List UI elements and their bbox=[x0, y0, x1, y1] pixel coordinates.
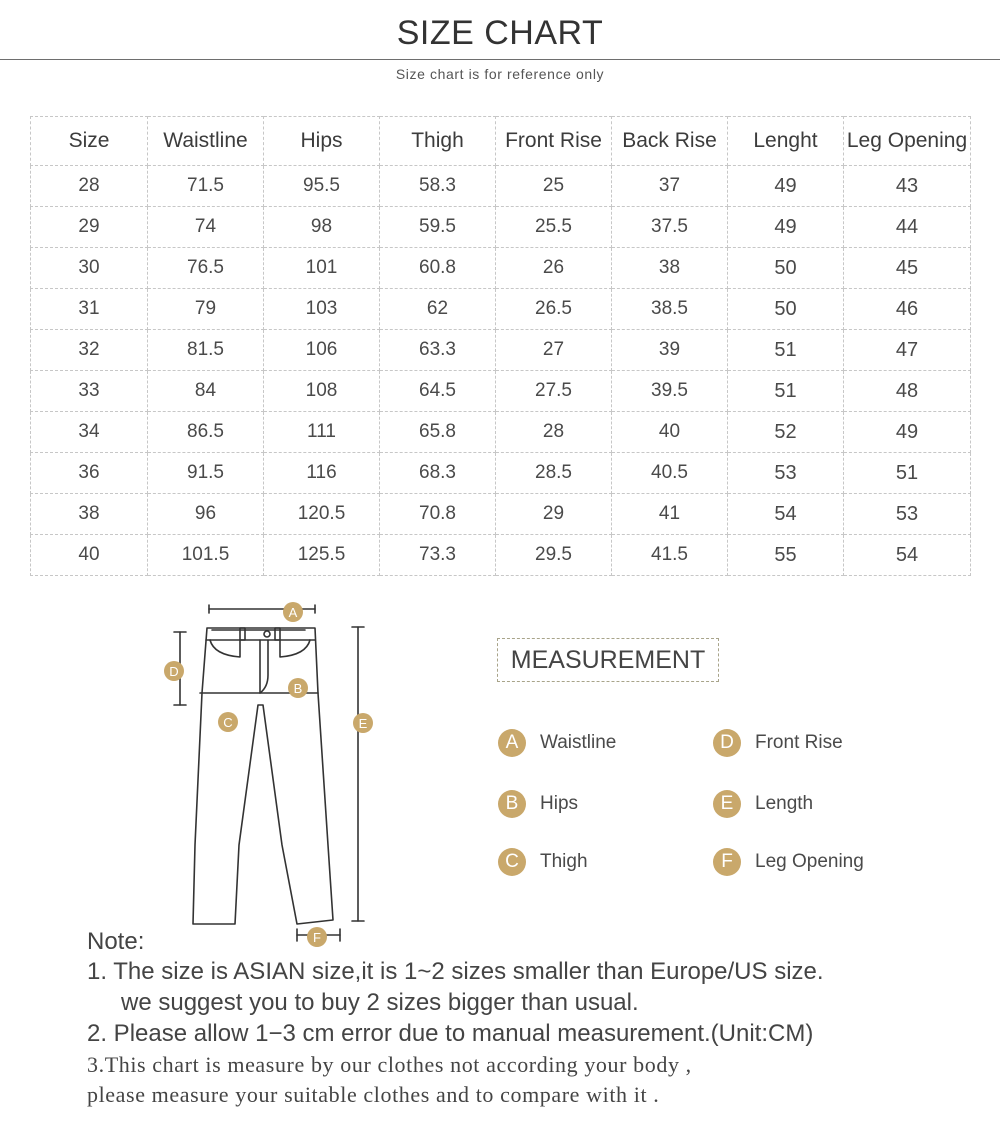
page-subtitle: Size chart is for reference only bbox=[395, 66, 605, 82]
legend-marker-c: C bbox=[498, 848, 526, 876]
table-cell: 74 bbox=[148, 207, 264, 248]
table-cell: 51 bbox=[844, 453, 971, 494]
table-cell: 33 bbox=[31, 371, 148, 412]
table-row bbox=[31, 289, 971, 330]
legend-thigh bbox=[498, 847, 588, 877]
page-title: SIZE CHART bbox=[396, 14, 604, 52]
legend-label-waistline: Waistline bbox=[540, 732, 617, 753]
table-cell: 84 bbox=[148, 371, 264, 412]
marker-a bbox=[283, 602, 303, 622]
table-cell: 95.5 bbox=[264, 166, 380, 207]
marker-f bbox=[307, 927, 327, 947]
table-cell: 54 bbox=[844, 535, 971, 576]
legend-marker-b: B bbox=[498, 790, 526, 818]
marker-b bbox=[288, 678, 308, 698]
svg-text:F: F bbox=[313, 930, 321, 945]
measurement-title: MEASUREMENT bbox=[497, 638, 719, 682]
table-cell: 53 bbox=[844, 494, 971, 535]
table-cell: 73.3 bbox=[380, 535, 496, 576]
table-cell: 103 bbox=[264, 289, 380, 330]
table-cell: 62 bbox=[380, 289, 496, 330]
header-waistline: Waistline bbox=[148, 117, 264, 166]
table-cell: 55 bbox=[728, 535, 844, 576]
table-cell: 76.5 bbox=[148, 248, 264, 289]
table-cell: 108 bbox=[264, 371, 380, 412]
table-cell: 91.5 bbox=[148, 453, 264, 494]
pants-diagram bbox=[150, 595, 390, 950]
table-cell: 40.5 bbox=[612, 453, 728, 494]
table-cell: 106 bbox=[264, 330, 380, 371]
note-line-2: 2. Please allow 1−3 cm error due to manual measurement.(Unit:CM) bbox=[87, 1020, 814, 1047]
table-cell: 116 bbox=[264, 453, 380, 494]
legend-marker-f: F bbox=[713, 848, 741, 876]
legend-length bbox=[713, 789, 813, 819]
table-cell: 101 bbox=[264, 248, 380, 289]
note-line-1b: we suggest you to buy 2 sizes bigger than usual. bbox=[121, 989, 639, 1016]
table-cell: 43 bbox=[844, 166, 971, 207]
table-cell: 38.5 bbox=[612, 289, 728, 330]
legend-hips bbox=[498, 789, 578, 819]
table-cell: 41.5 bbox=[612, 535, 728, 576]
table-cell: 65.8 bbox=[380, 412, 496, 453]
table-cell: 98 bbox=[264, 207, 380, 248]
table-row bbox=[31, 412, 971, 453]
table-cell: 38 bbox=[612, 248, 728, 289]
table-cell: 64.5 bbox=[380, 371, 496, 412]
table-cell: 79 bbox=[148, 289, 264, 330]
table-cell: 86.5 bbox=[148, 412, 264, 453]
table-cell: 48 bbox=[844, 371, 971, 412]
marker-d bbox=[164, 661, 184, 681]
svg-text:B: B bbox=[293, 681, 303, 696]
note-line-3: 3.This chart is measure by our clothes not according your body , bbox=[87, 1052, 692, 1077]
title-divider bbox=[0, 59, 1000, 60]
legend-leg-opening bbox=[713, 847, 864, 877]
legend-label-length: Length bbox=[755, 793, 814, 814]
svg-text:E: E bbox=[358, 716, 368, 731]
legend-label-hips: Hips bbox=[540, 793, 579, 814]
marker-c bbox=[218, 712, 238, 732]
table-cell: 71.5 bbox=[148, 166, 264, 207]
table-cell: 39.5 bbox=[612, 371, 728, 412]
table-cell: 26.5 bbox=[496, 289, 612, 330]
table-header-row bbox=[31, 117, 971, 166]
table-cell: 30 bbox=[31, 248, 148, 289]
header-back-rise: Back Rise bbox=[612, 117, 728, 166]
table-cell: 52 bbox=[728, 412, 844, 453]
table-cell: 25 bbox=[496, 166, 612, 207]
table-cell: 51 bbox=[728, 371, 844, 412]
table-cell: 40 bbox=[31, 535, 148, 576]
svg-text:C: C bbox=[223, 715, 233, 730]
table-cell: 51 bbox=[728, 330, 844, 371]
header-leg-opening: Leg Opening bbox=[844, 117, 971, 166]
note-line-1: 1. The size is ASIAN size,it is 1~2 sizes smaller than Europe/US size. bbox=[87, 958, 824, 985]
note-line-4: please measure your suitable clothes and to compare with it . bbox=[87, 1082, 660, 1107]
header-size: Size bbox=[31, 117, 148, 166]
table-row bbox=[31, 494, 971, 535]
table-cell: 63.3 bbox=[380, 330, 496, 371]
svg-text:A: A bbox=[288, 605, 298, 620]
table-cell: 44 bbox=[844, 207, 971, 248]
table-cell: 27.5 bbox=[496, 371, 612, 412]
table-cell: 38 bbox=[31, 494, 148, 535]
table-cell: 36 bbox=[31, 453, 148, 494]
table-cell: 49 bbox=[844, 412, 971, 453]
table-row bbox=[31, 453, 971, 494]
table-row bbox=[31, 371, 971, 412]
table-cell: 46 bbox=[844, 289, 971, 330]
header-length: Lenght bbox=[728, 117, 844, 166]
header-hips: Hips bbox=[264, 117, 380, 166]
table-cell: 50 bbox=[728, 248, 844, 289]
table-cell: 29 bbox=[31, 207, 148, 248]
table-cell: 49 bbox=[728, 207, 844, 248]
table-row bbox=[31, 166, 971, 207]
table-cell: 34 bbox=[31, 412, 148, 453]
table-cell: 120.5 bbox=[264, 494, 380, 535]
table-cell: 60.8 bbox=[380, 248, 496, 289]
legend-marker-d: D bbox=[713, 729, 741, 757]
marker-e bbox=[353, 713, 373, 733]
table-cell: 37.5 bbox=[612, 207, 728, 248]
table-cell: 125.5 bbox=[264, 535, 380, 576]
table-cell: 25.5 bbox=[496, 207, 612, 248]
legend-label-leg-opening: Leg Opening bbox=[755, 851, 864, 872]
table-cell: 54 bbox=[728, 494, 844, 535]
svg-text:D: D bbox=[169, 664, 179, 679]
header-thigh: Thigh bbox=[380, 117, 496, 166]
table-row bbox=[31, 248, 971, 289]
table-cell: 50 bbox=[728, 289, 844, 330]
table-cell: 32 bbox=[31, 330, 148, 371]
table-cell: 53 bbox=[728, 453, 844, 494]
table-cell: 49 bbox=[728, 166, 844, 207]
table-row bbox=[31, 535, 971, 576]
table-cell: 41 bbox=[612, 494, 728, 535]
table-cell: 39 bbox=[612, 330, 728, 371]
table-row bbox=[31, 330, 971, 371]
legend-front-rise bbox=[713, 728, 843, 758]
legend-label-thigh: Thigh bbox=[540, 851, 588, 872]
table-cell: 28 bbox=[31, 166, 148, 207]
table-cell: 40 bbox=[612, 412, 728, 453]
table-cell: 28.5 bbox=[496, 453, 612, 494]
table-cell: 111 bbox=[264, 412, 380, 453]
table-cell: 96 bbox=[148, 494, 264, 535]
table-cell: 26 bbox=[496, 248, 612, 289]
table-row bbox=[31, 207, 971, 248]
table-cell: 47 bbox=[844, 330, 971, 371]
legend-marker-a: A bbox=[498, 729, 526, 757]
legend-marker-e: E bbox=[713, 790, 741, 818]
header-front-rise: Front Rise bbox=[496, 117, 612, 166]
table-cell: 28 bbox=[496, 412, 612, 453]
legend-waistline bbox=[498, 728, 616, 758]
pants-outline bbox=[193, 628, 333, 924]
table-cell: 68.3 bbox=[380, 453, 496, 494]
table-cell: 70.8 bbox=[380, 494, 496, 535]
table-cell: 27 bbox=[496, 330, 612, 371]
table-cell: 45 bbox=[844, 248, 971, 289]
table-cell: 81.5 bbox=[148, 330, 264, 371]
table-cell: 101.5 bbox=[148, 535, 264, 576]
legend-label-front-rise: Front Rise bbox=[755, 732, 843, 753]
table-cell: 58.3 bbox=[380, 166, 496, 207]
size-table bbox=[30, 116, 971, 576]
note-heading: Note: bbox=[87, 928, 145, 955]
table-cell: 29 bbox=[496, 494, 612, 535]
table-cell: 29.5 bbox=[496, 535, 612, 576]
table-cell: 31 bbox=[31, 289, 148, 330]
table-cell: 59.5 bbox=[380, 207, 496, 248]
table-cell: 37 bbox=[612, 166, 728, 207]
